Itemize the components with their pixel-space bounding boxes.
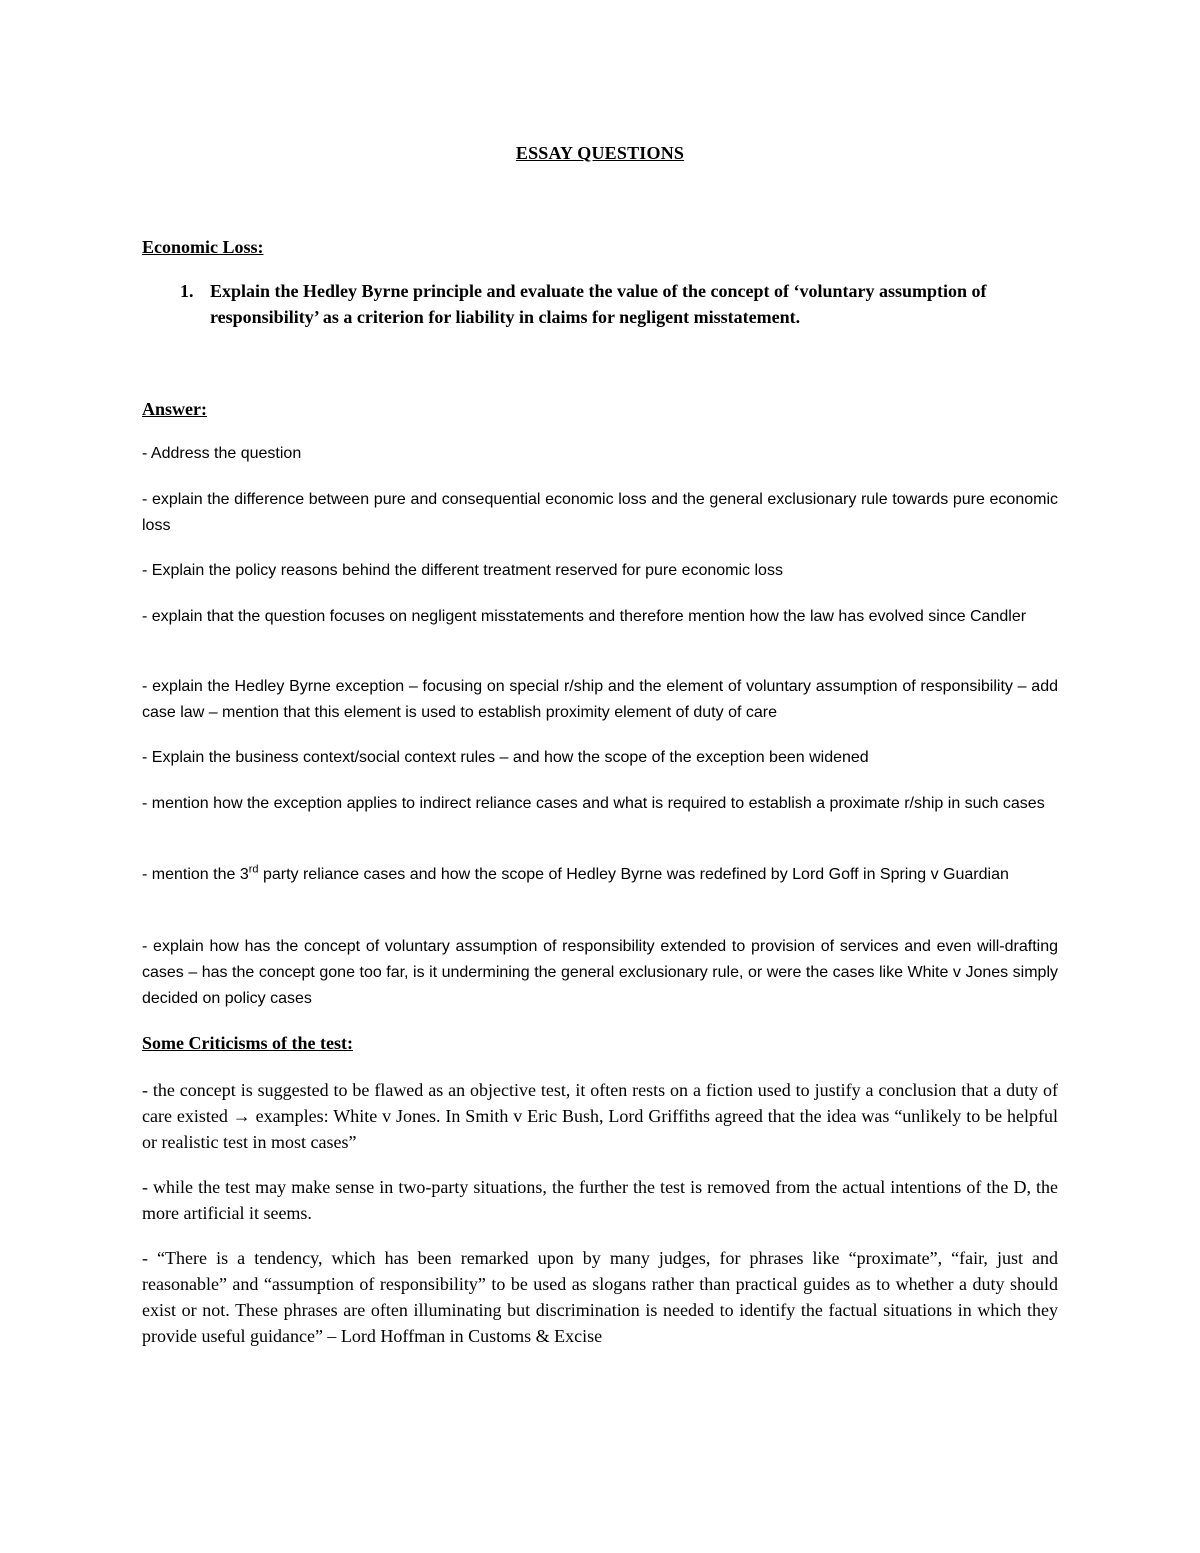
criticism-point: - the concept is suggested to be flawed as an objective test, it often rests on a fiction used to justify a conclusion that a duty of care existed → examples: White v Jones. In Smith v Eric Bush, Lord Griffiths agreed that the idea was “unlikely to be helpful or realistic test in most cases” xyxy=(142,1080,1058,1152)
answer-point-text: party reliance cases and how the scope of Hedley Byrne was redefined by Lord Goff in Spring v Guardian xyxy=(258,866,1009,883)
essay-question xyxy=(142,278,1060,330)
answer-point: - explain the difference between pure and consequential economic loss and the general exclusionary rule towards pure economic loss xyxy=(142,491,1058,534)
criticism-point: - “There is a tendency, which has been remarked upon by many judges, for phrases like “proximate”, “fair, just and reasonable” and “assumption of responsibility” to be used as slogans rather than practical guides as to whether a duty should exist or not. These phrases are often illuminating but discrimination is needed to identify the factual situations in which they provide useful guidance” – Lord Hoffman in Customs & Excise xyxy=(142,1248,1058,1346)
answer-point: - explain that the question focuses on negligent misstatements and therefore mention how the law has evolved since Candler xyxy=(142,608,1027,625)
answer-point-third-party xyxy=(142,862,1058,888)
ordinal-suffix: rd xyxy=(248,863,259,876)
question-text: Explain the Hedley Byrne principle and evaluate the value of the concept of ‘voluntary assumption of responsibility’ as a criterion for liability in claims for negligent misstatement. xyxy=(210,281,987,327)
answer-point: - mention how the exception applies to indirect reliance cases and what is required to establish a proximate r/ship in such cases xyxy=(142,795,1045,812)
answer-heading: Answer: xyxy=(142,399,207,419)
answer-point: - explain how has the concept of voluntary assumption of responsibility extended to provision of services and even will-drafting cases – has the concept gone too far, is it undermining the general exclusionary rule, or were the cases like White v Jones simply decided on policy cases xyxy=(142,938,1058,1007)
answer-point: - explain the Hedley Byrne exception – focusing on special r/ship and the element of voluntary assumption of responsibility – add case law – mention that this element is used to establish proximity element of duty of care xyxy=(142,678,1058,721)
section-heading-economic-loss: Economic Loss: xyxy=(142,237,264,257)
question-number: 1. xyxy=(180,281,194,301)
criticisms-heading: Some Criticisms of the test: xyxy=(142,1033,353,1053)
page-title: ESSAY QUESTIONS xyxy=(515,143,685,163)
answer-point: - Explain the business context/social context rules – and how the scope of the exception been widened xyxy=(142,749,869,766)
answer-point: - Address the question xyxy=(142,445,302,462)
criticism-point: - while the test may make sense in two-party situations, the further the test is removed from the actual intentions of the D, the more artificial it seems. xyxy=(142,1177,1058,1223)
answer-point: - Explain the policy reasons behind the different treatment reserved for pure economic loss xyxy=(142,562,783,579)
answer-point-text: - mention the 3 xyxy=(142,866,249,883)
